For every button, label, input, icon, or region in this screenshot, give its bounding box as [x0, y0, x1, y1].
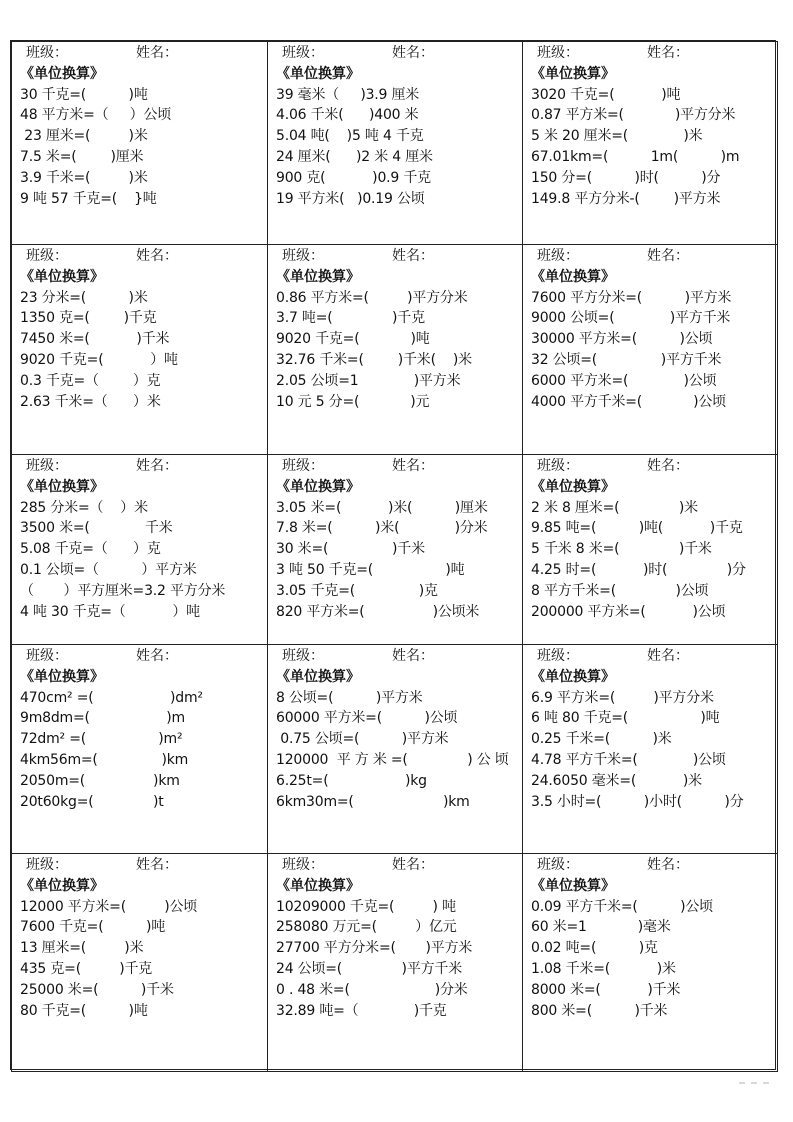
conversion-problem: 470cm² =( )dm²: [20, 689, 203, 706]
exercise-card-content: [523, 854, 777, 1021]
name-label: 姓名：: [392, 458, 434, 474]
exercise-card: [268, 245, 523, 455]
class-label: 班级：: [26, 648, 68, 664]
exercise-table: [11, 41, 778, 1072]
conversion-problem: 13 厘米=( )米: [20, 940, 144, 957]
conversion-problem: 6000 平方米=( )公顷: [531, 372, 717, 389]
class-label: 班级：: [537, 248, 579, 264]
conversion-problem: 0.1 公顷=（ ）平方米: [20, 561, 197, 578]
conversion-problem: 150 分=( )时( )分: [531, 169, 721, 186]
name-label: 姓名：: [647, 458, 689, 474]
student-info-header: [276, 855, 522, 876]
exercise-card-content: [268, 645, 522, 812]
section-title: 《单位换算》: [20, 478, 104, 495]
worksheet-row: [12, 854, 778, 1072]
conversion-problem: 0.3 千克=（ ）克: [20, 372, 161, 389]
class-label: 班级：: [537, 458, 579, 474]
conversion-problem: 435 克=( )千克: [20, 960, 153, 977]
student-info-header: [20, 456, 267, 477]
name-label: 姓名：: [647, 45, 689, 61]
conversion-problem: 19 平方米( )0.19 公顷: [276, 190, 425, 207]
exercise-card: [523, 645, 778, 854]
conversion-problem: 0.75 公顷=( )平方米: [276, 731, 449, 748]
conversion-problem: 60000 平方米=( )公顷: [276, 710, 458, 727]
student-info-header: [531, 246, 777, 267]
conversion-problem: 8000 米=( )千米: [531, 981, 681, 998]
section-title: 《单位换算》: [531, 668, 615, 685]
conversion-problem: 4.06 千米( )400 米: [276, 107, 419, 124]
section-title: 《单位换算》: [531, 478, 615, 495]
conversion-problem: 7.8 米=( )米( )分米: [276, 520, 488, 537]
conversion-problem: 23 分米=( )米: [20, 289, 148, 306]
conversion-problem: 32 公顷=( )平方千米: [531, 351, 722, 368]
exercise-card-content: [12, 42, 267, 209]
class-label: 班级：: [282, 458, 324, 474]
conversion-problem: 285 分米=（ ）米: [20, 499, 148, 516]
class-label: 班级：: [26, 248, 68, 264]
conversion-problem: 39 毫米（ )3.9 厘米: [276, 86, 420, 103]
name-label: 姓名：: [136, 857, 178, 873]
name-label: 姓名：: [647, 857, 689, 873]
worksheet-row: [12, 245, 778, 455]
conversion-problem: 80 千克=( )吨: [20, 1002, 148, 1019]
conversion-problem: 3020 千克=( )吨: [531, 86, 681, 103]
class-label: 班级：: [26, 45, 68, 61]
section-title: 《单位换算》: [276, 268, 360, 285]
conversion-problem: 3 吨 50 千克=( )吨: [276, 561, 465, 578]
student-info-header: [20, 855, 267, 876]
student-info-header: [531, 646, 777, 667]
student-info-header: [531, 456, 777, 477]
section-title: 《单位换算》: [531, 877, 615, 894]
conversion-problem: 7450 米=( )千米: [20, 331, 170, 348]
conversion-problem: 20t60kg=( )t: [20, 793, 164, 810]
exercise-card-content: [523, 42, 777, 209]
conversion-problem: 9000 公顷=( )平方千米: [531, 310, 731, 327]
conversion-problem: 30000 平方米=( )公顷: [531, 331, 713, 348]
conversion-problem: 258080 万元=( ）亿元: [276, 919, 457, 936]
conversion-problem: 900 克( )0.9 千克: [276, 169, 431, 186]
exercise-card-content: [523, 645, 777, 812]
conversion-problem: 27700 平方分米=( )平方米: [276, 940, 473, 957]
conversion-problem: 9020 千克=( )吨: [276, 331, 430, 348]
conversion-problem: 120000 平 方 米 =( ) 公 顷: [276, 751, 509, 768]
conversion-problem: 8 公顷=( )平方米: [276, 689, 423, 706]
conversion-problem: 820 平方米=( )公顷米: [276, 603, 480, 620]
conversion-problem: 5.04 吨( )5 吨 4 千克: [276, 128, 424, 145]
conversion-problem: 2.05 公顷=1 )平方米: [276, 372, 461, 389]
conversion-problem: 32.89 吨=（ )千克: [276, 1002, 447, 1019]
class-label: 班级：: [537, 45, 579, 61]
exercise-card: [12, 245, 268, 455]
conversion-problem: 6 吨 80 千克=( )吨: [531, 710, 720, 727]
conversion-problem: 10 元 5 分=( )元: [276, 393, 430, 410]
conversion-problem: 2.63 千米=（ ）米: [20, 393, 161, 410]
conversion-problem: 30 米=( )千米: [276, 541, 425, 558]
exercise-card-content: [12, 455, 267, 622]
exercise-card-content: [12, 854, 267, 1021]
class-label: 班级：: [537, 857, 579, 873]
conversion-problem: （ ）平方厘米=3.2 平方分米: [20, 582, 226, 599]
conversion-problem: 4000 平方千米=( )公顷: [531, 393, 726, 410]
section-title: 《单位换算》: [531, 268, 615, 285]
student-info-header: [276, 43, 522, 64]
worksheet-row: [12, 645, 778, 854]
conversion-problem: 5 米 20 厘米=( )米: [531, 128, 703, 145]
conversion-problem: 0 . 48 米=( )分米: [276, 981, 468, 998]
student-info-header: [531, 855, 777, 876]
corner-watermark: [739, 1069, 779, 1072]
exercise-card: [523, 455, 778, 645]
conversion-problem: 24 厘米( )2 米 4 厘米: [276, 148, 433, 165]
conversion-problem: 1.08 千米=( )米: [531, 960, 676, 977]
conversion-problem: 3.7 吨=( )千克: [276, 310, 425, 327]
conversion-problem: 3.5 小时=( )小时( )分: [531, 793, 744, 810]
conversion-problem: 800 米=( )千米: [531, 1002, 668, 1019]
section-title: 《单位换算》: [20, 65, 104, 82]
exercise-card: [523, 42, 778, 245]
conversion-problem: 72dm² =( )m²: [20, 731, 183, 748]
exercise-card: [12, 455, 268, 645]
name-label: 姓名：: [136, 458, 178, 474]
conversion-problem: 9020 千克=( ）吨: [20, 351, 178, 368]
student-info-header: [531, 43, 777, 64]
exercise-card: [523, 245, 778, 455]
exercise-card: [12, 854, 268, 1072]
student-info-header: [20, 646, 267, 667]
conversion-problem: 12000 平方米=( )公顷: [20, 898, 198, 915]
class-label: 班级：: [282, 45, 324, 61]
section-title: 《单位换算》: [20, 877, 104, 894]
name-label: 姓名：: [647, 248, 689, 264]
exercise-card: [523, 854, 778, 1072]
exercise-card-content: [268, 42, 522, 209]
conversion-problem: 6.25t=( )kg: [276, 772, 427, 789]
class-label: 班级：: [282, 857, 324, 873]
conversion-problem: 0.25 千米=( )米: [531, 731, 672, 748]
student-info-header: [276, 456, 522, 477]
conversion-problem: 0.87 平方米=( )平方分米: [531, 107, 736, 124]
exercise-card-content: [12, 645, 267, 812]
conversion-problem: 4km56m=( )km: [20, 751, 189, 768]
conversion-problem: 24 公顷=( )平方千米: [276, 960, 463, 977]
section-title: 《单位换算》: [531, 65, 615, 82]
exercise-card-content: [268, 854, 522, 1021]
name-label: 姓名：: [392, 648, 434, 664]
name-label: 姓名：: [392, 45, 434, 61]
conversion-problem: 4 吨 30 千克=（ ）吨: [20, 603, 200, 620]
class-label: 班级：: [282, 248, 324, 264]
conversion-problem: 5.08 千克=（ ）克: [20, 541, 161, 558]
conversion-problem: 0.09 平方千米=( )公顷: [531, 898, 713, 915]
section-title: 《单位换算》: [276, 668, 360, 685]
exercise-card-content: [268, 455, 522, 622]
student-info-header: [276, 646, 522, 667]
conversion-problem: 5 千米 8 米=( )千米: [531, 541, 712, 558]
conversion-problem: 23 厘米=( )米: [20, 128, 148, 145]
worksheet-row: [12, 42, 778, 245]
conversion-problem: 3.05 米=( )米( )厘米: [276, 499, 488, 516]
conversion-problem: 6.9 平方米=( )平方分米: [531, 689, 714, 706]
section-title: 《单位换算》: [20, 668, 104, 685]
conversion-problem: 0.86 平方米=( )平方分米: [276, 289, 468, 306]
exercise-card: [12, 645, 268, 854]
worksheet-grid: [10, 40, 776, 1070]
section-title: 《单位换算》: [20, 268, 104, 285]
exercise-card-content: [523, 245, 777, 412]
name-label: 姓名：: [392, 857, 434, 873]
conversion-problem: 60 米=1 )毫米: [531, 919, 671, 936]
student-info-header: [276, 246, 522, 267]
conversion-problem: 8 平方千米=( )公顷: [531, 582, 709, 599]
exercise-card-content: [523, 455, 777, 622]
conversion-problem: 32.76 千米=( )千米( )米: [276, 351, 472, 368]
conversion-problem: 1350 克=( )千克: [20, 310, 157, 327]
conversion-problem: 7.5 米=( )厘米: [20, 148, 144, 165]
conversion-problem: 25000 米=( )千米: [20, 981, 174, 998]
conversion-problem: 30 千克=( )吨: [20, 86, 148, 103]
conversion-problem: 7600 平方分米=( )平方米: [531, 289, 732, 306]
exercise-card: [268, 645, 523, 854]
conversion-problem: 9 吨 57 千克=( }吨: [20, 190, 157, 207]
conversion-problem: 2050m=( )km: [20, 772, 180, 789]
section-title: 《单位换算》: [276, 65, 360, 82]
conversion-problem: 4.78 平方千米=( )公顷: [531, 751, 726, 768]
conversion-problem: 3.05 千克=( )克: [276, 582, 438, 599]
conversion-problem: 9m8dm=( )m: [20, 710, 185, 727]
conversion-problem: 48 平方米=（ ）公顷: [20, 107, 172, 124]
conversion-problem: 4.25 时=( )时( )分: [531, 561, 746, 578]
student-info-header: [20, 246, 267, 267]
conversion-problem: 67.01km=( 1m( )m: [531, 148, 740, 165]
student-info-header: [20, 43, 267, 64]
name-label: 姓名：: [136, 648, 178, 664]
conversion-problem: 0.02 吨=( )克: [531, 940, 658, 957]
class-label: 班级：: [282, 648, 324, 664]
name-label: 姓名：: [136, 248, 178, 264]
exercise-card: [268, 42, 523, 245]
section-title: 《单位换算》: [276, 478, 360, 495]
conversion-problem: 149.8 平方分米-( )平方米: [531, 190, 721, 207]
conversion-problem: 9.85 吨=( )吨( )千克: [531, 520, 743, 537]
conversion-problem: 3.9 千米=( )米: [20, 169, 148, 186]
exercise-card-content: [268, 245, 522, 412]
conversion-problem: 2 米 8 厘米=( )米: [531, 499, 698, 516]
class-label: 班级：: [26, 857, 68, 873]
class-label: 班级：: [26, 458, 68, 474]
exercise-card: [268, 455, 523, 645]
exercise-card: [12, 42, 268, 245]
section-title: 《单位换算》: [276, 877, 360, 894]
conversion-problem: 3500 米=( 千米: [20, 520, 173, 537]
worksheet-row: [12, 455, 778, 645]
class-label: 班级：: [537, 648, 579, 664]
exercise-card: [268, 854, 523, 1072]
conversion-problem: 10209000 千克=( ) 吨: [276, 898, 456, 915]
conversion-problem: 24.6050 毫米=( )米: [531, 772, 702, 789]
conversion-problem: 200000 平方米=( )公顷: [531, 603, 726, 620]
name-label: 姓名：: [647, 648, 689, 664]
name-label: 姓名：: [136, 45, 178, 61]
conversion-problem: 7600 千克=( )吨: [20, 919, 166, 936]
name-label: 姓名：: [392, 248, 434, 264]
conversion-problem: 6km30m=( )km: [276, 793, 470, 810]
exercise-card-content: [12, 245, 267, 412]
